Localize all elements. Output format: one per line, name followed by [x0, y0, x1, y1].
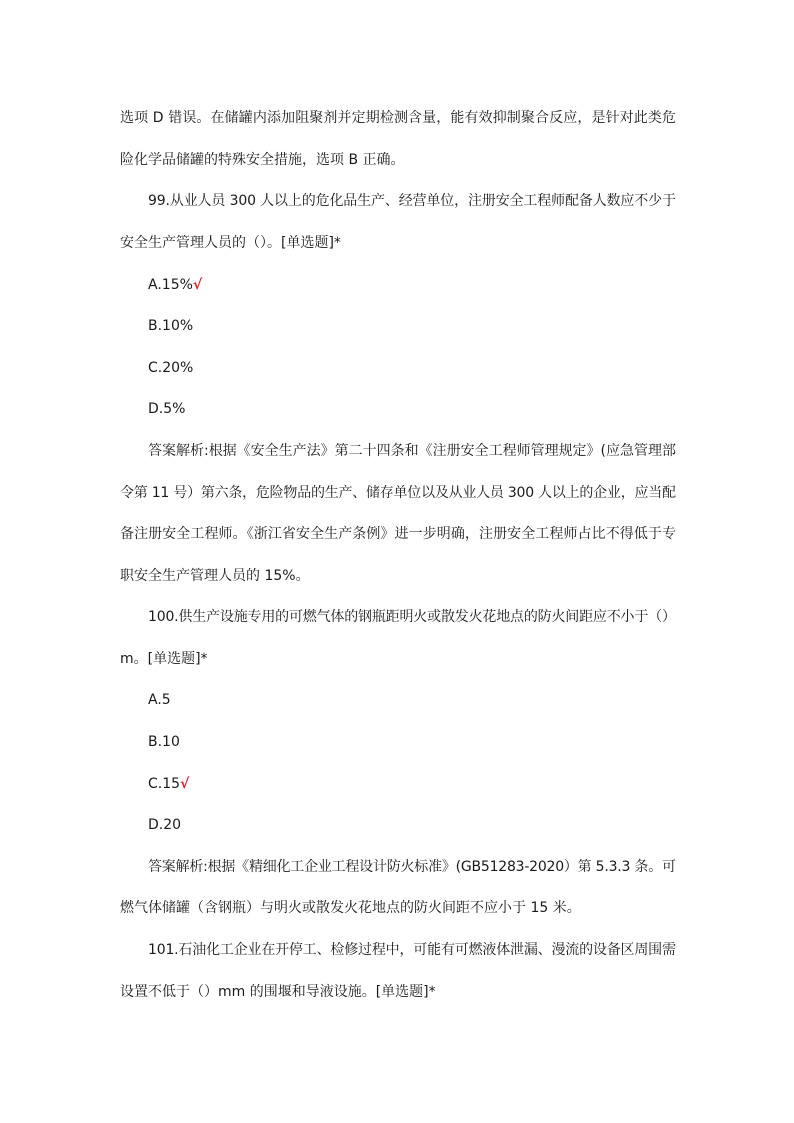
option-c: [148, 774, 189, 794]
answer-analysis-line: 职安全生产管理人员的 15%。: [120, 568, 310, 584]
option-label: B.10: [148, 734, 180, 750]
option-label: A.15%: [148, 277, 193, 293]
question-101-stem-cont: 设置不低于（）mm 的围堰和导液设施。[单选题]*: [120, 984, 436, 1000]
question-99-stem-cont: 安全生产管理人员的（）。[单选题]*: [120, 235, 341, 251]
option-b: [148, 316, 193, 336]
option-label: A.5: [148, 692, 171, 708]
question-100-stem: 100.供生产设施专用的可燃气体的钢瓶距明火或散发火花地点的防火间距应不小于（）: [148, 609, 676, 625]
checkmark-icon: √: [180, 776, 190, 792]
option-d: [148, 815, 181, 835]
option-c: [148, 358, 193, 378]
option-label: D.20: [148, 817, 182, 833]
question-99-stem: 99.从业人员 300 人以上的危化品生产、经营单位，注册安全工程师配备人数应不少于: [148, 193, 676, 209]
paragraph-line: 险化学品储罐的特殊安全措施，选项 B 正确。: [120, 152, 405, 168]
option-label: C.15: [148, 776, 181, 792]
option-b: [148, 732, 180, 752]
option-label: C.20%: [148, 360, 194, 376]
option-a: [148, 690, 171, 710]
option-label: B.10%: [148, 318, 194, 334]
checkmark-icon: √: [192, 277, 203, 293]
answer-analysis-line: 燃气体储罐（含钢瓶）与明火或散发火花地点的防火间距不应小于 15 米。: [120, 900, 581, 916]
answer-analysis-line: 令第 11 号）第六条，危险物品的生产、储存单位以及从业人员 300 人以上的企业，应当配: [120, 485, 676, 501]
question-101-stem: 101.石油化工企业在开停工、检修过程中，可能有可燃液体泄漏、漫流的设备区周围需: [148, 942, 676, 958]
paragraph-line: 选项 D 错误。在储罐内添加阻聚剂并定期检测含量，能有效抑制聚合反应，是针对此类危: [120, 110, 677, 126]
question-100-stem-cont: m。[单选题]*: [120, 651, 208, 667]
answer-analysis-99: 答案解析:根据《安全生产法》第二十四条和《注册安全工程师管理规定》(应急管理部: [148, 443, 676, 459]
option-label: D.5%: [148, 401, 186, 417]
answer-analysis-line: 备注册安全工程师。《浙江省安全生产条例》进一步明确，注册安全工程师占比不得低于专: [120, 526, 677, 542]
option-d: [148, 399, 185, 419]
option-a: [148, 275, 202, 295]
answer-analysis-100: 答案解析:根据《精细化工企业工程设计防火标准》(GB51283-2020）第 5.3.3 条。可: [148, 859, 676, 875]
